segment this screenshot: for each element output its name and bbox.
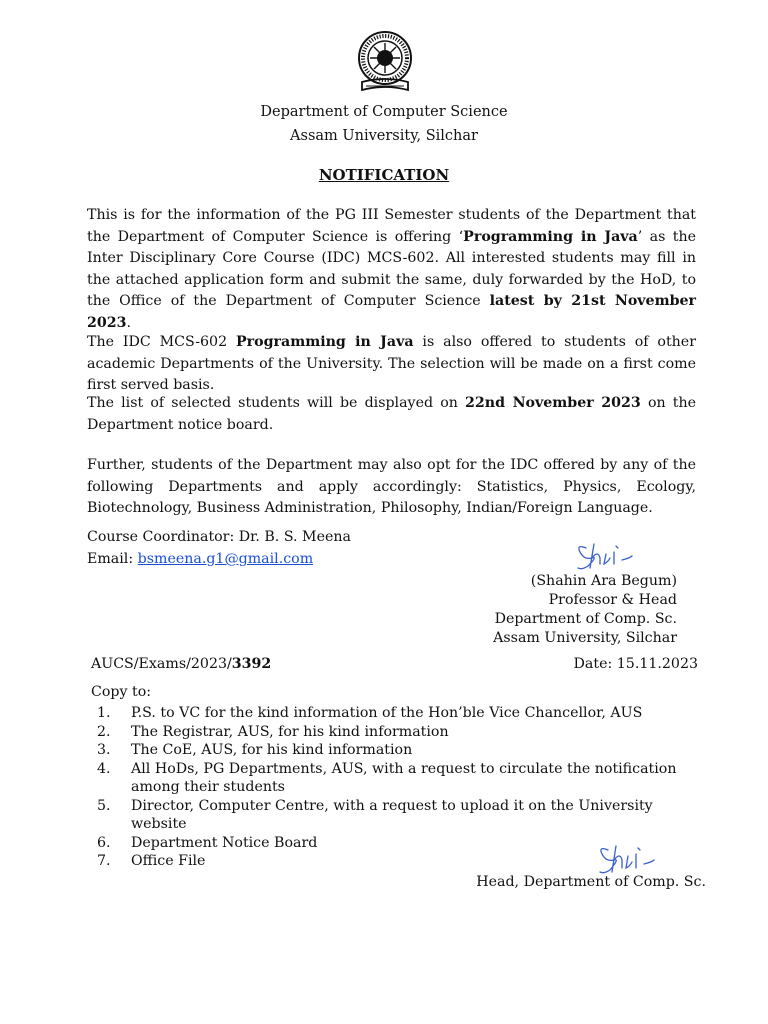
signatory-title: Professor & Head xyxy=(548,592,677,608)
signature-icon xyxy=(594,840,660,878)
email-line: Email: bsmeena.g1@gmail.com xyxy=(87,551,314,567)
notice-date: Date: 15.11.2023 xyxy=(573,656,698,672)
signatory-name: (Shahin Ara Begum) xyxy=(530,573,677,589)
course-coordinator: Course Coordinator: Dr. B. S. Meena xyxy=(87,529,351,545)
paragraph-selection-list: The list of selected students will be displayed on 22nd November 2023 on the Department notice board. xyxy=(87,395,697,433)
reference-number: AUCS/Exams/2023/3392 xyxy=(91,656,272,672)
list-item: 6. Department Notice Board xyxy=(97,834,318,851)
list-item: 5. Director, Computer Centre, with a request to upload it on the University website xyxy=(97,797,653,832)
signatory-department: Department of Comp. Sc. xyxy=(494,611,677,627)
signatory-block xyxy=(493,572,677,648)
list-item: 3. The CoE, AUS, for his kind information xyxy=(97,742,413,758)
university-emblem-icon xyxy=(356,30,414,96)
paragraph-offer: This is for the information of the PG III Semester students of the Department that the Department of Computer Science is offering ‘Programming in Java’ as the Inter Disciplinary Core Course (IDC) MCS-602. All interested students may fill in the attached application form and submit the same, duly forwarded by the HoD, to the Office of the Department of Computer Science latest by 21st November 2023. xyxy=(87,207,696,331)
email-link[interactable]: bsmeena.g1@gmail.com xyxy=(137,551,314,567)
notification-heading: NOTIFICATION xyxy=(318,166,450,184)
paragraph-other-departments: The IDC MCS-602 Programming in Java is also offered to students of other academic Departments of the University. The selection will be made on a first come first served basis. xyxy=(87,334,696,393)
list-item: 7. Office File xyxy=(97,853,206,869)
list-item: 2. The Registrar, AUS, for his kind information xyxy=(97,723,449,740)
copy-to-label: Copy to: xyxy=(91,684,152,700)
footer-signatory: Head, Department of Comp. Sc. xyxy=(476,874,706,890)
signatory-university: Assam University, Silchar xyxy=(493,630,677,646)
university-name: Assam University, Silchar xyxy=(290,128,478,144)
department-name: Department of Computer Science xyxy=(260,104,508,120)
signature-icon xyxy=(572,538,638,574)
paragraph-other-idc: Further, students of the Department may also opt for the IDC offered by any of the following Departments and apply accordingly: Statistics, Physics, Ecology, Biotechnology, Business Administration, Philosophy, Indian/Foreign Language. xyxy=(87,457,696,516)
list-item: 4. All HoDs, PG Departments, AUS, with a request to circulate the notification among their students xyxy=(97,760,677,795)
list-item: 1. P.S. to VC for the kind information of the Hon’ble Vice Chancellor, AUS xyxy=(97,705,643,721)
